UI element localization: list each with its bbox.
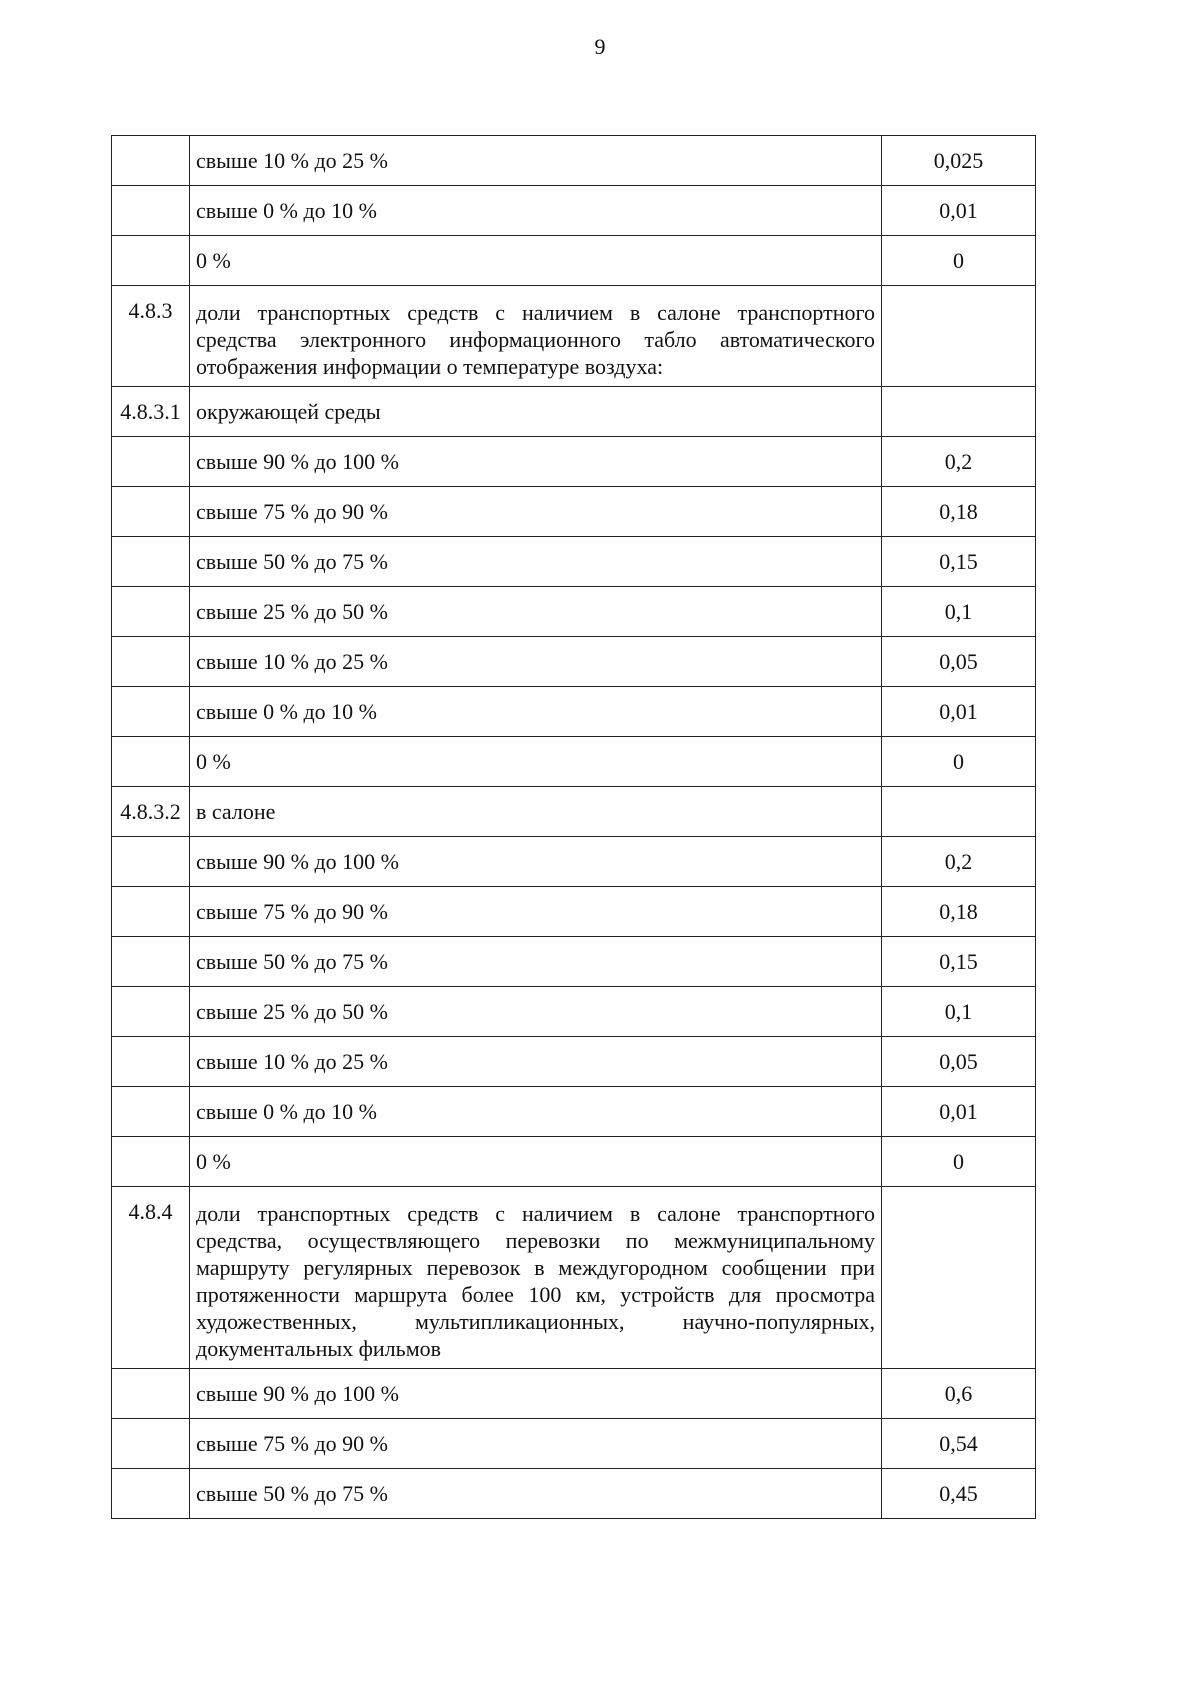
table-row [112,687,1036,737]
item-text: свыше 10 % до 25 % [190,637,882,687]
item-number: 4.8.3 [112,286,190,387]
item-text: 0 % [190,1137,882,1187]
item-number [112,887,190,937]
table-row [112,286,1036,387]
coefficients-table [111,135,1036,1519]
item-number: 4.8.3.2 [112,787,190,837]
item-number [112,587,190,637]
item-text: доли транспортных средств с наличием в салоне транспортного средства электронного информационного табло автоматического отображения информации о температуре воздуха: [190,286,882,387]
item-text: свыше 75 % до 90 % [190,487,882,537]
item-value [882,787,1036,837]
item-value: 0,05 [882,1037,1036,1087]
item-number [112,1419,190,1469]
item-value: 0,01 [882,1087,1036,1137]
table-row [112,587,1036,637]
item-number [112,487,190,537]
item-value: 0,01 [882,687,1036,737]
table-row [112,387,1036,437]
item-value: 0,18 [882,887,1036,937]
table-row [112,637,1036,687]
table-row [112,937,1036,987]
item-number: 4.8.4 [112,1187,190,1369]
item-number [112,837,190,887]
item-text: свыше 50 % до 75 % [190,1469,882,1519]
item-value [882,1187,1036,1369]
item-number [112,437,190,487]
table-row [112,887,1036,937]
item-value: 0 [882,737,1036,787]
table-row [112,837,1036,887]
table-row [112,186,1036,236]
item-value: 0,2 [882,837,1036,887]
item-value [882,286,1036,387]
item-text: свыше 90 % до 100 % [190,1369,882,1419]
item-value: 0,025 [882,136,1036,186]
item-value: 0 [882,236,1036,286]
item-number [112,1087,190,1137]
item-text: свыше 90 % до 100 % [190,837,882,887]
table-row [112,737,1036,787]
table-row [112,136,1036,186]
item-number [112,1037,190,1087]
item-value [882,387,1036,437]
item-number [112,1469,190,1519]
item-number [112,637,190,687]
table-row [112,987,1036,1037]
item-text: окружающей среды [190,387,882,437]
item-text: доли транспортных средств с наличием в салоне транспортного средства, осуществляющего перевозки по межмуниципальному маршруту регулярных перевозок в междугородном сообщении при протяженности маршрута более 100 км, устройств для просмотра художественных, мультипликационных, научно-популярных, документальных фильмов [190,1187,882,1369]
item-number [112,737,190,787]
item-text: свыше 0 % до 10 % [190,186,882,236]
item-text: свыше 25 % до 50 % [190,587,882,637]
item-text: 0 % [190,737,882,787]
item-value: 0,01 [882,186,1036,236]
item-value: 0,1 [882,587,1036,637]
table-row [112,1187,1036,1369]
item-text: свыше 75 % до 90 % [190,1419,882,1469]
item-value: 0,54 [882,1419,1036,1469]
item-text: свыше 50 % до 75 % [190,937,882,987]
item-value: 0 [882,1137,1036,1187]
table-row [112,1087,1036,1137]
item-number: 4.8.3.1 [112,387,190,437]
item-value: 0,05 [882,637,1036,687]
table-row [112,487,1036,537]
item-text: свыше 25 % до 50 % [190,987,882,1037]
item-value: 0,2 [882,437,1036,487]
table-row [112,1469,1036,1519]
item-number [112,987,190,1037]
item-number [112,1137,190,1187]
item-text: свыше 0 % до 10 % [190,687,882,737]
item-number [112,236,190,286]
table-row [112,787,1036,837]
table-row [112,1037,1036,1087]
item-text: свыше 50 % до 75 % [190,537,882,587]
item-value: 0,15 [882,937,1036,987]
item-text: в салоне [190,787,882,837]
item-number [112,687,190,737]
item-text: свыше 0 % до 10 % [190,1087,882,1137]
item-number [112,937,190,987]
table-row [112,1369,1036,1419]
item-value: 0,1 [882,987,1036,1037]
item-text: свыше 90 % до 100 % [190,437,882,487]
item-value: 0,6 [882,1369,1036,1419]
table-row [112,1419,1036,1469]
item-number [112,186,190,236]
item-value: 0,18 [882,487,1036,537]
item-value: 0,15 [882,537,1036,587]
item-value: 0,45 [882,1469,1036,1519]
item-number [112,537,190,587]
table-row [112,537,1036,587]
item-text: свыше 75 % до 90 % [190,887,882,937]
table-row [112,1137,1036,1187]
item-text: 0 % [190,236,882,286]
table-row [112,437,1036,487]
item-number [112,1369,190,1419]
item-number [112,136,190,186]
item-text: свыше 10 % до 25 % [190,136,882,186]
item-text: свыше 10 % до 25 % [190,1037,882,1087]
table-row [112,236,1036,286]
page-number: 9 [594,34,606,59]
